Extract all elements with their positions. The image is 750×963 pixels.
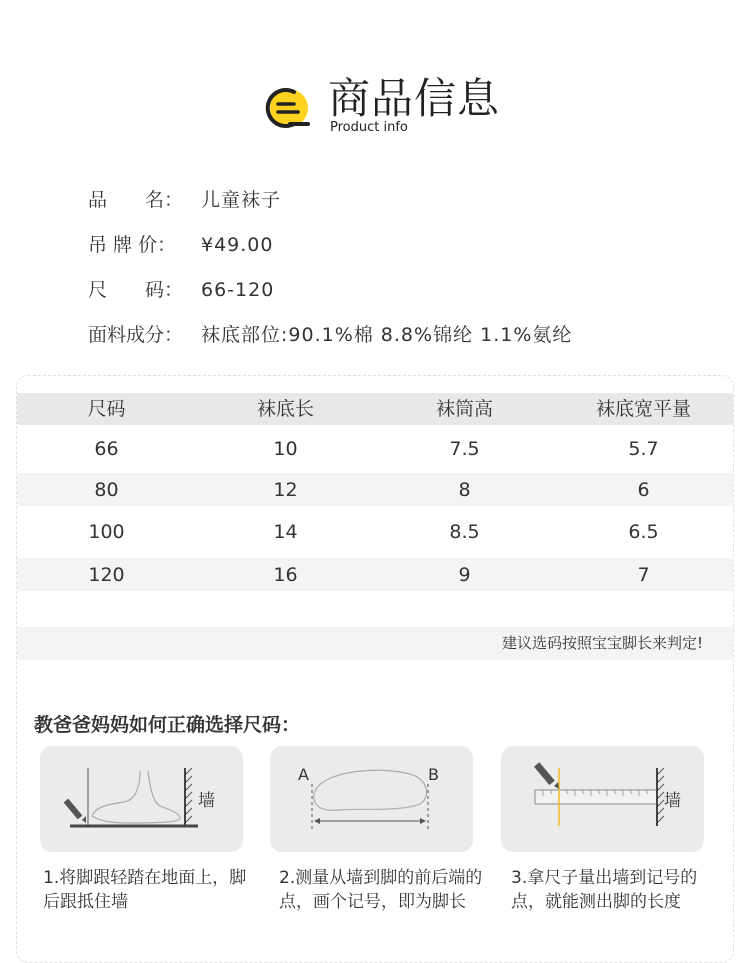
step-1-text: 1.将脚跟轻踏在地面上，脚后跟抵住墙 [43, 868, 247, 912]
header-cell: 袜底宽平量 [595, 398, 691, 420]
info-label: 尺 码： [88, 279, 184, 301]
table-row [17, 506, 733, 558]
section-subtitle: Product info [330, 120, 408, 135]
table-cell: 9 [458, 563, 471, 586]
size-tip: 建议选码按照宝宝脚长来判定! [501, 634, 703, 652]
table-cell: 14 [273, 521, 298, 543]
table-cell: 66 [94, 438, 119, 460]
table-row [17, 558, 733, 591]
step-3-illustration [501, 746, 704, 852]
point-a-label: A [298, 765, 309, 784]
document-lines-icon [264, 84, 312, 132]
table-cell: 80 [94, 478, 119, 501]
size-table [17, 393, 733, 660]
table-cell: 100 [88, 521, 125, 543]
table-cell: 10 [273, 438, 298, 460]
info-value: ¥49.00 [201, 234, 274, 256]
footprint-measure-icon [270, 746, 473, 852]
step-1-wall-label: 墙 [198, 791, 215, 811]
table-cell: 120 [88, 563, 125, 586]
table-cell: 8.5 [449, 521, 480, 543]
step-2-illustration [270, 746, 473, 852]
ruler-wall-icon [501, 746, 704, 852]
section-title: 商品信息 [328, 74, 501, 123]
info-label: 面料成分： [88, 324, 184, 346]
table-spacer [17, 591, 733, 627]
table-cell: 16 [273, 563, 298, 586]
guide-title: 教爸爸妈妈如何正确选择尺码： [34, 714, 301, 736]
point-b-label: B [428, 765, 439, 784]
table-header [17, 393, 733, 425]
step-3-text: 3.拿尺子量出墙到记号的点，就能测出脚的长度 [511, 868, 698, 912]
info-label: 吊 牌 价： [88, 234, 177, 256]
table-cell: 7 [637, 563, 650, 586]
header-cell: 袜底长 [256, 398, 314, 420]
header-cell: 袜筒高 [435, 398, 493, 420]
info-value: 66-120 [201, 279, 275, 301]
table-cell: 12 [273, 478, 298, 501]
info-label: 品 名： [88, 189, 184, 211]
info-value: 儿童袜子 [201, 189, 282, 211]
table-cell: 8 [458, 478, 471, 501]
foot-wall-pencil-icon [40, 746, 243, 852]
step-3-wall-label: 墙 [664, 791, 681, 811]
table-cell: 7.5 [449, 438, 480, 460]
step-2-text: 2.测量从墙到脚的前后端的点，画个记号，即为脚长 [279, 868, 483, 912]
table-cell: 6 [637, 478, 650, 501]
table-row [17, 473, 733, 506]
section-header [0, 72, 750, 142]
size-tip-bar [17, 627, 733, 660]
table-cell: 6.5 [628, 521, 659, 543]
table-row [17, 425, 733, 473]
info-value: 袜底部位:90.1%棉 8.8%锦纶 1.1%氨纶 [201, 324, 573, 346]
table-cell: 5.7 [628, 438, 659, 460]
step-1-illustration [40, 746, 243, 852]
header-cell: 尺码 [87, 398, 126, 420]
